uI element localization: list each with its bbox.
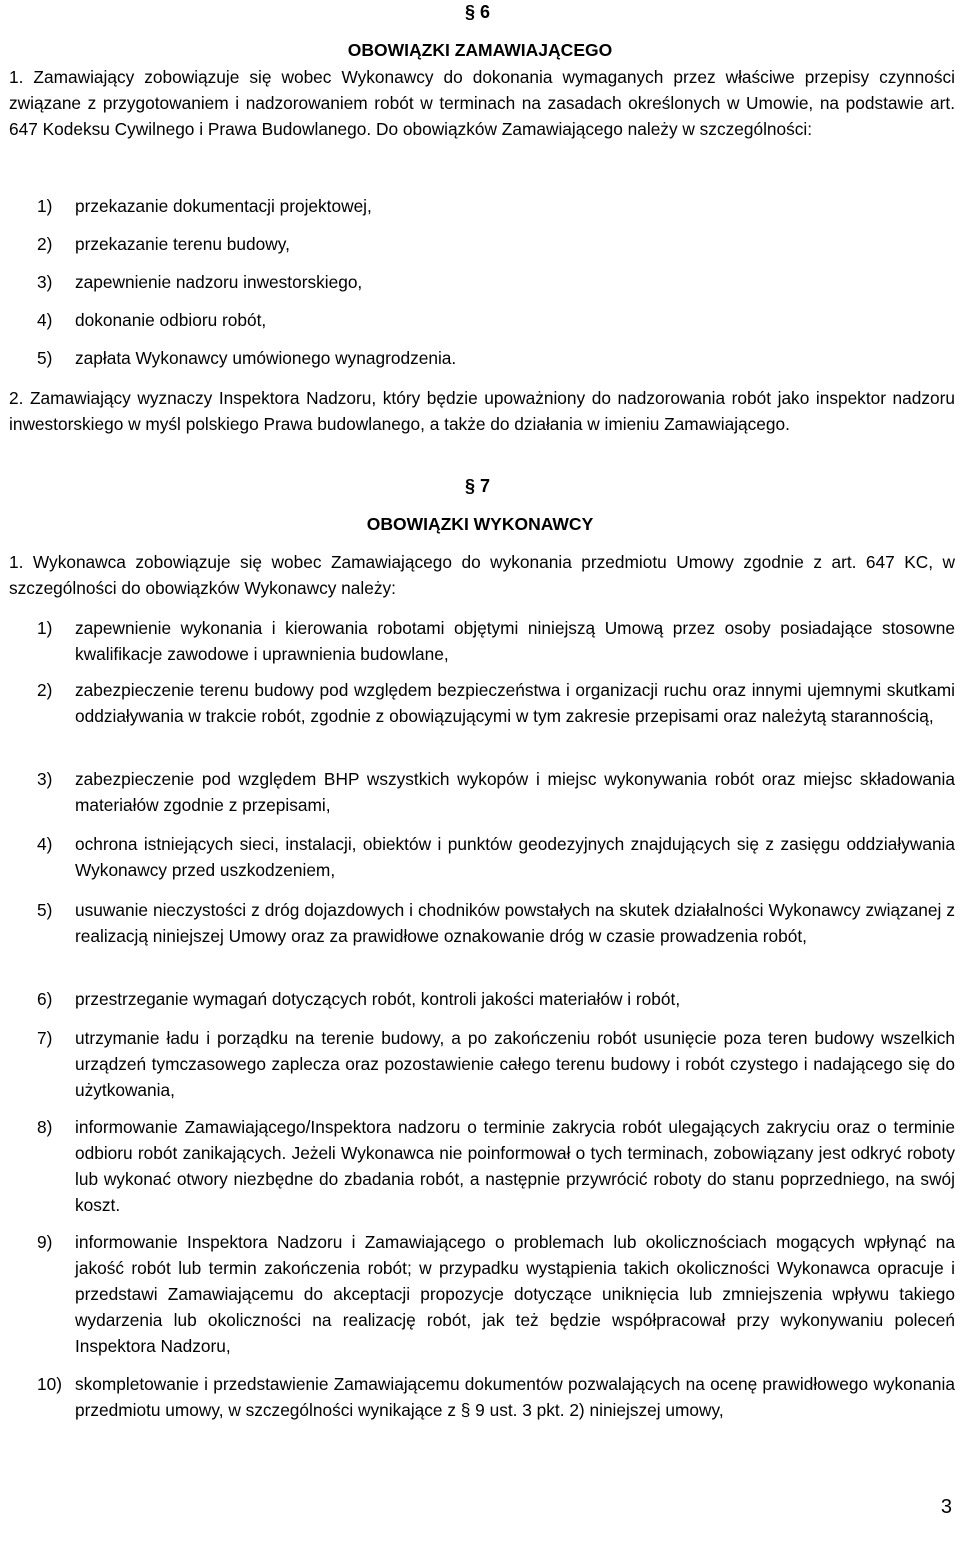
item-text: zabezpieczenie terenu budowy pod względem bezpieczeństwa i organizacji ruchu oraz innymi ujemnymi skutkami oddziaływania w trakcie robót, zgodnie z obowiązującymi w tym zakresie przepisami oraz należytą starannością, bbox=[75, 680, 955, 726]
section-7-title: OBOWIĄZKI WYKONAWCY bbox=[366, 514, 594, 534]
item-text: zapewnienie wykonania i kierowania robotami objętymi niniejszą Umową przez osoby posiadające stosowne kwalifikacje zawodowe i uprawnienia budowlane, bbox=[75, 618, 955, 664]
section-6-paragraph-2: 2. Zamawiający wyznaczy Inspektora Nadzoru, który będzie upoważniony do nadzorowania robót jako inspektor nadzoru inwestorskiego w myśl polskiego Prawa budowlanego, a także do działania w imieniu Zamawiającego. bbox=[9, 388, 955, 434]
item-text: przestrzeganie wymagań dotyczących robót, kontroli jakości materiałów i robót, bbox=[75, 989, 681, 1009]
item-number: 6) bbox=[37, 989, 53, 1009]
item-number: 4) bbox=[37, 834, 53, 854]
item-number: 4) bbox=[37, 310, 53, 330]
section-7-item-8 bbox=[37, 1114, 955, 1218]
section-7-item-7 bbox=[37, 1025, 955, 1103]
section-6-title: OBOWIĄZKI ZAMAWIAJĄCEGO bbox=[347, 40, 613, 60]
item-number: 5) bbox=[37, 900, 53, 920]
section-7-item-1 bbox=[37, 615, 955, 667]
item-number: 2) bbox=[37, 234, 53, 254]
item-text: zapłata Wykonawcy umówionego wynagrodzenia. bbox=[75, 348, 457, 368]
item-text: utrzymanie ładu i porządku na terenie budowy, a po zakończeniu robót usunięcie poza teren budowy wszelkich urządzeń tymczasowego zaplecza oraz pozostawienie całego terenu budowy i robót czystego i nadającego się do użytkowania, bbox=[75, 1028, 955, 1100]
section-6-item-2 bbox=[37, 231, 955, 257]
section-7-item-2 bbox=[37, 677, 955, 729]
item-number: 9) bbox=[37, 1232, 53, 1252]
section-7-item-5 bbox=[37, 897, 955, 949]
item-number: 7) bbox=[37, 1028, 53, 1048]
item-text: informowanie Inspektora Nadzoru i Zamawiającego o problemach lub okolicznościach mogących wpłynąć na jakość robót lub termin zakończenia robót; w przypadku wystąpienia takich okoliczności Wykonawca opracuje i przedstawi Zamawiającemu do akceptacji propozycje dotyczące uniknięcia lub zmniejszenia wpływu takiego wydarzenia lub okoliczności na realizację robót, jak też będzie współpracował przy wykonywaniu poleceń Inspektora Nadzoru, bbox=[75, 1232, 955, 1356]
item-number: 10) bbox=[37, 1374, 62, 1394]
section-7-item-4 bbox=[37, 831, 955, 883]
item-text: zabezpieczenie pod względem BHP wszystkich wykopów i miejsc wykonywania robót oraz miejsc składowania materiałów zgodnie z przepisami, bbox=[75, 769, 955, 815]
item-number: 3) bbox=[37, 769, 53, 789]
section-7-item-9 bbox=[37, 1229, 955, 1359]
item-text: skompletowanie i przedstawienie Zamawiającemu dokumentów pozwalających na ocenę prawidłowego wykonania przedmiotu umowy, w szczególności wynikające z § 9 ust. 3 pkt. 2) niniejszej umowy, bbox=[75, 1374, 955, 1420]
item-text: ochrona istniejących sieci, instalacji, obiektów i punktów geodezyjnych znajdujących się z zasięgu oddziaływania Wykonawcy przed uszkodzeniem, bbox=[75, 834, 955, 880]
item-number: 8) bbox=[37, 1117, 53, 1137]
page-number: 3 bbox=[940, 1496, 952, 1518]
section-6-item-4 bbox=[37, 307, 955, 333]
section-7-item-6 bbox=[37, 986, 955, 1012]
item-text: przekazanie terenu budowy, bbox=[75, 234, 290, 254]
item-number: 5) bbox=[37, 348, 53, 368]
item-number: 2) bbox=[37, 680, 53, 700]
item-text: usuwanie nieczystości z dróg dojazdowych i chodników powstałych na skutek działalności Wykonawcy związanej z realizacją niniejszej Umowy oraz za prawidłowe oznakowanie dróg w czasie prowadzenia robót, bbox=[75, 900, 955, 946]
section-6-paragraph-1: 1. Zamawiający zobowiązuje się wobec Wykonawcy do dokonania wymaganych przez właściwe przepisy czynności związane z przygotowaniem i nadzorowaniem robót w terminach na zasadach określonych w Umowie, na podstawie art. 647 Kodeksu Cywilnego i Prawa Budowlanego. Do obowiązków Zamawiającego należy w szczególności: bbox=[9, 67, 955, 139]
item-text: zapewnienie nadzoru inwestorskiego, bbox=[75, 272, 363, 292]
item-number: 1) bbox=[37, 196, 53, 216]
item-text: przekazanie dokumentacji projektowej, bbox=[75, 196, 372, 216]
item-number: 1) bbox=[37, 618, 53, 638]
item-text: dokonanie odbioru robót, bbox=[75, 310, 267, 330]
item-number: 3) bbox=[37, 272, 53, 292]
section-7-paragraph-1: 1. Wykonawca zobowiązuje się wobec Zamawiającego do wykonania przedmiotu Umowy zgodnie z art. 647 KC, w szczególności do obowiązków Wykonawcy należy: bbox=[9, 552, 955, 598]
section-6-mark: § 6 bbox=[465, 2, 491, 22]
section-7-item-10 bbox=[37, 1371, 955, 1423]
section-6-item-1 bbox=[37, 193, 955, 219]
item-text: informowanie Zamawiającego/Inspektora nadzoru o terminie zakrycia robót ulegających zakryciu oraz o terminie odbioru robót zanikających. Jeżeli Wykonawca nie poinformował o tych terminach, zobowiązany jest odkryć roboty lub wykonać otwory niezbędne do zbadania robót, a następnie przywrócić roboty do stanu poprzedniego, na swój koszt. bbox=[75, 1117, 955, 1215]
section-7-mark: § 7 bbox=[465, 476, 491, 496]
section-6-item-3 bbox=[37, 269, 955, 295]
section-6-item-5 bbox=[37, 345, 955, 371]
section-7-item-3 bbox=[37, 766, 955, 818]
